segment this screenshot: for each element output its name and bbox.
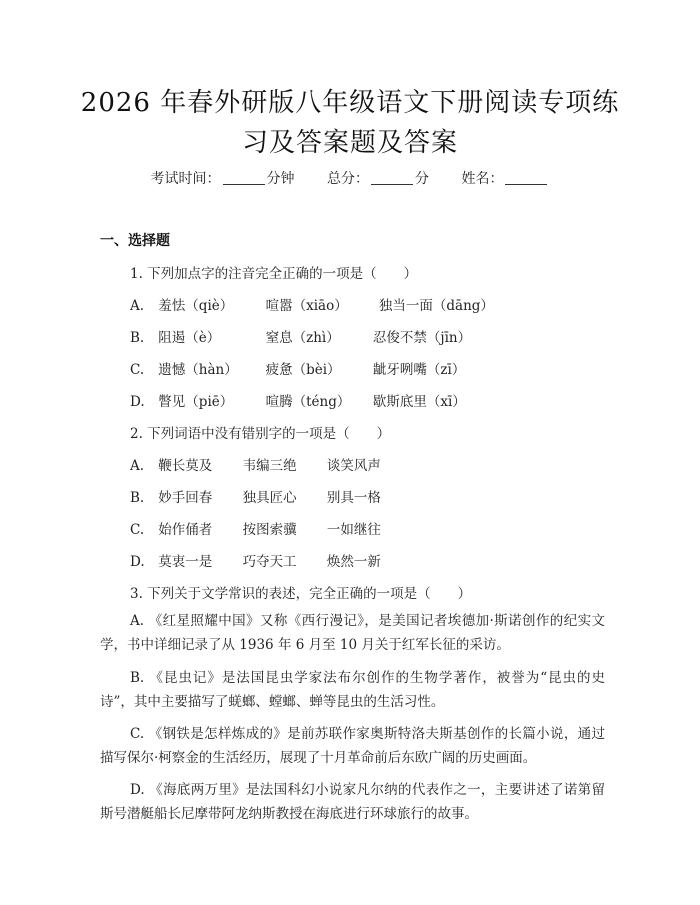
q3-option-b: B. 《昆虫记》是法国昆虫学家法布尔创作的生物学著作，被誉为“昆虫的史诗”，其中主要描写了蜣螂、螳螂、蝉等昆虫的生活习性。 bbox=[100, 670, 605, 710]
time-blank bbox=[223, 170, 265, 185]
option-item: 阻遏（è） bbox=[158, 330, 221, 346]
q2-option-d bbox=[130, 550, 381, 570]
q2-option-c bbox=[130, 518, 381, 538]
total-score bbox=[327, 168, 429, 188]
q1-option-d bbox=[130, 390, 466, 410]
title-line-1: 2026 年春外研版八年级语文下册阅读专项练 bbox=[80, 88, 620, 118]
time-unit: 分钟 bbox=[266, 171, 295, 187]
option-item: 按图索骥 bbox=[242, 522, 297, 538]
q2-option-b bbox=[130, 486, 381, 506]
option-label: C. bbox=[130, 522, 145, 538]
option-label: B. bbox=[130, 490, 145, 506]
score-unit: 分 bbox=[415, 171, 429, 187]
q3-option-d: D. 《海底两万里》是法国科幻小说家凡尔纳的代表作之一，主要讲述了诺第留斯号潜艇船长尼摩带阿龙纳斯教授在海底进行环球旅行的故事。 bbox=[100, 782, 605, 822]
question-1-stem: 1. 下列加点字的注音完全正确的一项是（ ） bbox=[130, 266, 418, 282]
q3-option-c: C. 《钢铁是怎样炼成的》是前苏联作家奥斯特洛夫斯基创作的长篇小说，通过描写保尔·柯察金的生活经历，展现了十月革命前后东欧广阔的历史画面。 bbox=[100, 726, 605, 766]
option-item: 别具一格 bbox=[326, 490, 381, 506]
option-item: 韦编三绝 bbox=[242, 458, 297, 474]
name-blank bbox=[505, 170, 547, 185]
score-label: 总分： bbox=[327, 171, 369, 187]
question-3-stem: 3. 下列关于文学常识的表述，完全正确的一项是（ ） bbox=[130, 586, 472, 602]
name-label: 姓名： bbox=[461, 171, 504, 187]
option-label: A. bbox=[130, 298, 145, 314]
option-item: 羞怯（qiè） bbox=[158, 298, 234, 314]
title-line-2: 习及答案题及答案 bbox=[241, 128, 458, 158]
option-label: D. bbox=[130, 554, 145, 570]
option-item: 窒息（zhì） bbox=[265, 330, 340, 346]
option-item: 疲惫（bèi） bbox=[265, 362, 341, 378]
option-item: 喧嚣（xiāo） bbox=[265, 298, 348, 314]
option-item: 谈笑风声 bbox=[326, 458, 381, 474]
option-item: 焕然一新 bbox=[326, 554, 381, 570]
q2-option-a bbox=[130, 454, 381, 474]
option-item: 独当一面（dāng） bbox=[378, 298, 494, 314]
student-name bbox=[461, 168, 549, 188]
option-item: 妙手回春 bbox=[158, 490, 213, 506]
option-item: 歇斯底里（xī） bbox=[372, 394, 466, 410]
option-item: 一如继往 bbox=[326, 522, 381, 538]
option-label: D. bbox=[130, 394, 145, 410]
option-item: 鞭长莫及 bbox=[158, 458, 213, 474]
option-item: 始作俑者 bbox=[158, 522, 213, 538]
option-item: 喧腾（téng） bbox=[265, 394, 351, 410]
q1-option-a bbox=[130, 294, 494, 314]
q3-option-a: A. 《红星照耀中国》又称《西行漫记》，是美国记者埃德加·斯诺创作的纪实文学，书中详细记录了从 1936 年 6 月至 10 月关于红军长征的采访。 bbox=[100, 613, 605, 653]
section-heading: 一、选择题 bbox=[100, 233, 170, 249]
option-item: 遗憾（hàn） bbox=[158, 362, 238, 378]
q1-option-c bbox=[130, 358, 465, 378]
q1-option-b bbox=[130, 326, 471, 346]
option-item: 莫衷一是 bbox=[158, 554, 213, 570]
option-item: 巧夺天工 bbox=[242, 554, 297, 570]
option-label: A. bbox=[130, 458, 145, 474]
option-label: C. bbox=[130, 362, 145, 378]
exam-meta bbox=[0, 168, 700, 188]
exam-time bbox=[151, 168, 295, 188]
time-label: 考试时间： bbox=[150, 171, 221, 187]
option-item: 龇牙咧嘴（zī） bbox=[372, 362, 466, 378]
score-blank bbox=[371, 170, 413, 185]
page-title bbox=[80, 83, 620, 163]
option-item: 瞥见（piē） bbox=[158, 394, 234, 410]
option-item: 独具匠心 bbox=[242, 490, 297, 506]
option-label: B. bbox=[130, 330, 145, 346]
question-2-stem: 2. 下列词语中没有错别字的一项是（ ） bbox=[130, 426, 391, 442]
option-item: 忍俊不禁（jīn） bbox=[372, 330, 472, 346]
